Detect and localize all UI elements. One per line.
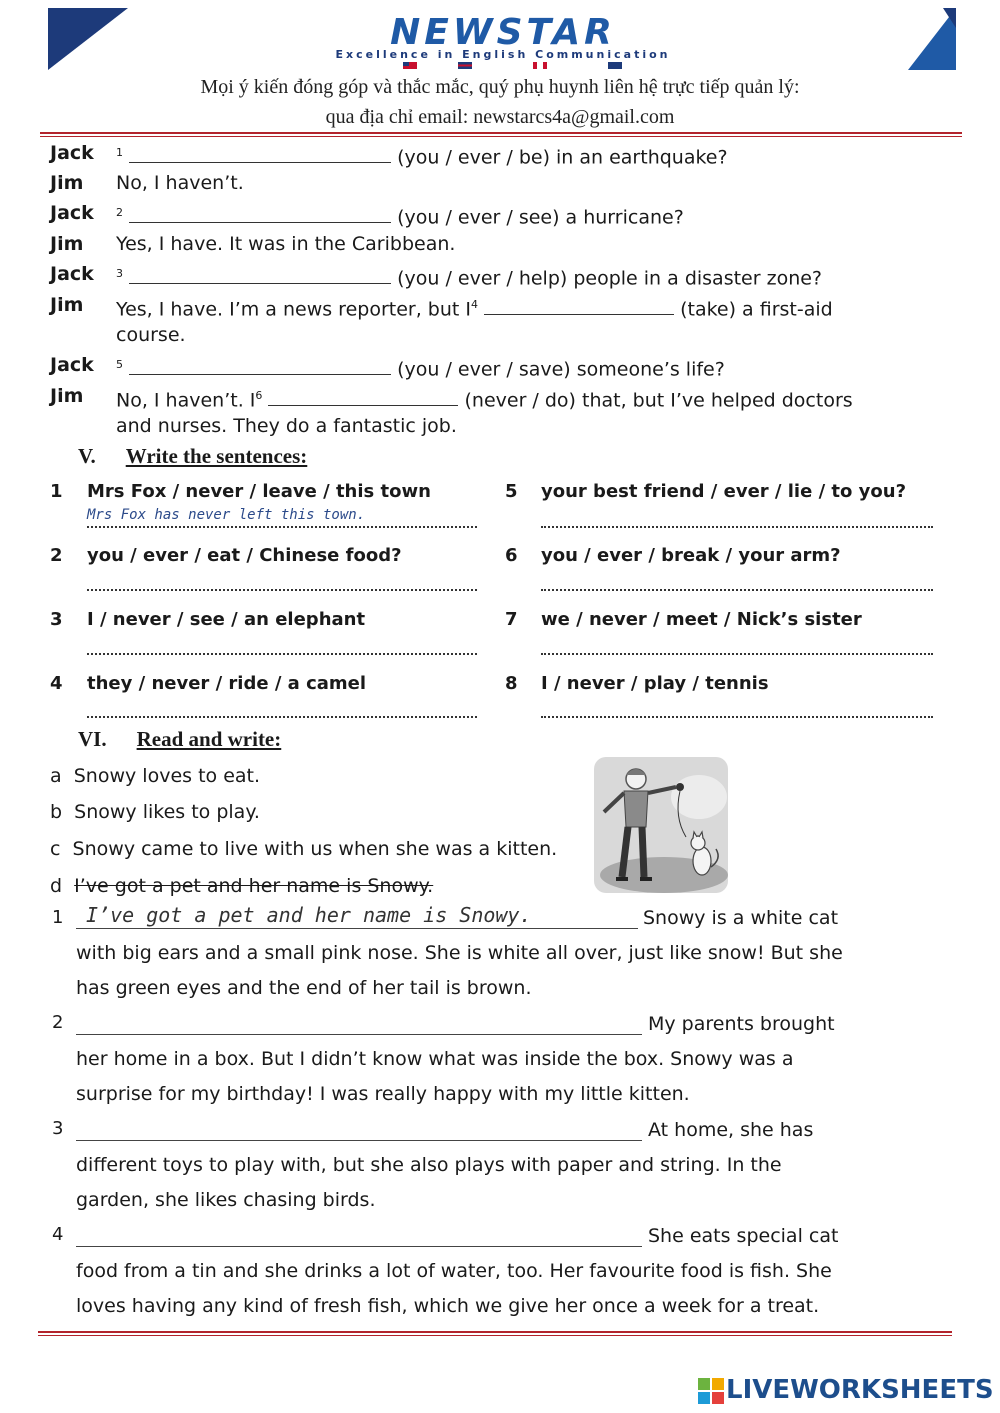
dialogue-line-6: Yes, I have. I’m a news reporter, but $I^4$ (take) a first-aid	[116, 298, 833, 321]
dialogue-line-2: No, I haven’t.	[116, 172, 244, 194]
speaker: Jack	[50, 354, 94, 376]
answer-blank-5[interactable]	[129, 356, 391, 375]
answer-line-8[interactable]	[541, 716, 933, 718]
footer-rule	[38, 1331, 952, 1333]
answer-line-1[interactable]	[87, 526, 477, 528]
dialogue-line-7: $^5$ (you / ever / save) someone’s life?	[116, 358, 725, 381]
item-number: 1	[50, 481, 63, 502]
dialogue-line-4: Yes, I have. It was in the Caribbean.	[116, 233, 456, 255]
paragraph-4-answer-line[interactable]	[76, 1246, 642, 1247]
paragraph-number: 3	[52, 1118, 64, 1139]
paragraph-3-line: different toys to play with, but she also plays with paper and string. In the	[76, 1154, 782, 1176]
paragraph-1-answer-line[interactable]	[76, 928, 638, 929]
paragraph-number: 4	[52, 1224, 64, 1245]
answer-line-5[interactable]	[541, 526, 933, 528]
paragraph-4-line: food from a tin and she drinks a lot of water, too. Her favourite food is fish. She	[76, 1260, 832, 1282]
paragraph-1-line: has green eyes and the end of her tail is brown.	[76, 977, 532, 999]
paragraph-1-line: with big ears and a small pink nose. She is white all over, just like snow! But she	[76, 942, 843, 964]
answer-line-3[interactable]	[87, 653, 477, 655]
item-prompt-4: they / never / ride / a camel	[87, 673, 367, 694]
dialogue-line-8: No, I haven’t. $I^6$ (never / do) that, but I’ve helped doctors	[116, 389, 853, 412]
girl-and-cat-illustration	[594, 757, 728, 893]
item-prompt-8: I / never / play / tennis	[541, 673, 769, 694]
header-banner	[48, 8, 956, 70]
banner-left-swoosh	[48, 8, 128, 70]
speaker: Jack	[50, 202, 94, 224]
paragraph-number: 2	[52, 1012, 64, 1033]
paragraph-number: 1	[52, 907, 64, 928]
paragraph-4-line: loves having any kind of fresh fish, which we give her once a week for a treat.	[76, 1295, 820, 1317]
item-number: 4	[50, 673, 63, 694]
speaker: Jim	[50, 233, 84, 255]
newstar-logo: NEWSTAR	[390, 12, 616, 53]
paragraph-2-line: her home in a box. But I didn’t know what was inside the box. Snowy was a	[76, 1048, 794, 1070]
speaker: Jack	[50, 263, 94, 285]
dialogue-line-6-cont: course.	[116, 324, 186, 346]
dialogue-line-5: $^3$ (you / ever / help) people in a disaster zone?	[116, 267, 823, 290]
item-number: 5	[505, 481, 518, 502]
item-answer-1: Mrs Fox has never left this town.	[87, 507, 366, 523]
paragraph-3-first: At home, she has	[648, 1119, 814, 1141]
item-prompt-1: Mrs Fox / never / leave / this town	[87, 481, 431, 502]
item-number: 6	[505, 545, 518, 566]
liveworksheets-logo-icon	[698, 1378, 724, 1404]
answer-blank-2[interactable]	[129, 204, 391, 223]
item-prompt-3: I / never / see / an elephant	[87, 609, 366, 630]
dialogue-line-1: $^1$ (you / ever / be) in an earthquake?	[116, 146, 728, 169]
paragraph-2-answer-line[interactable]	[76, 1034, 642, 1035]
item-prompt-7: we / never / meet / Nick’s sister	[541, 609, 862, 630]
paragraph-3-answer-line[interactable]	[76, 1140, 642, 1141]
option-b: b Snowy likes to play.	[50, 801, 260, 823]
notice-email: qua địa chỉ email: newstarcs4a@gmail.com	[325, 106, 675, 128]
answer-blank-4[interactable]	[484, 296, 674, 315]
speaker: Jim	[50, 294, 84, 316]
speaker: Jack	[50, 142, 94, 164]
dialogue-line-3: $^2$ (you / ever / see) a hurricane?	[116, 206, 684, 229]
dialogue-line-8-cont: and nurses. They do a fantastic job.	[116, 415, 457, 437]
option-a: a Snowy loves to eat.	[50, 765, 261, 787]
answer-line-7[interactable]	[541, 653, 933, 655]
paragraph-1-first: Snowy is a white cat	[643, 907, 839, 929]
item-prompt-2: you / ever / eat / Chinese food?	[87, 545, 402, 566]
paragraph-2-line: surprise for my birthday! I was really happy with my little kitten.	[76, 1083, 690, 1105]
paragraph-2-first: My parents brought	[648, 1013, 835, 1035]
paragraph-1-answer: I’ve got a pet and her name is Snowy.	[86, 903, 532, 927]
item-number: 7	[505, 609, 518, 630]
speaker: Jim	[50, 172, 84, 194]
header-rule	[40, 132, 962, 134]
answer-line-2[interactable]	[87, 589, 477, 591]
item-number: 8	[505, 673, 518, 694]
item-prompt-6: you / ever / break / your arm?	[541, 545, 841, 566]
item-prompt-5: your best friend / ever / lie / to you?	[541, 481, 907, 502]
section-6-heading: VI. Read and write:	[78, 727, 282, 751]
answer-line-6[interactable]	[541, 589, 933, 591]
paragraph-3-line: garden, she likes chasing birds.	[76, 1189, 376, 1211]
answer-blank-3[interactable]	[129, 265, 391, 284]
answer-line-4[interactable]	[87, 716, 477, 718]
speaker: Jim	[50, 385, 84, 407]
option-c: c Snowy came to live with us when she was a kitten.	[50, 838, 558, 860]
notice-line-1: Mọi ý kiến đóng góp và thắc mắc, quý phụ huynh liên hệ trực tiếp quản lý:	[200, 76, 800, 98]
flag-icons	[403, 62, 622, 69]
answer-blank-6[interactable]	[268, 387, 458, 406]
item-number: 3	[50, 609, 63, 630]
answer-blank-1[interactable]	[129, 144, 391, 163]
paragraph-4-first: She eats special cat	[648, 1225, 839, 1247]
banner-right-swoosh	[908, 8, 956, 70]
item-number: 2	[50, 545, 63, 566]
option-d: d I’ve got a pet and her name is Snowy.	[50, 875, 434, 897]
newstar-tagline: Excellence in English Communication	[335, 48, 671, 61]
section-5-heading: V. Write the sentences:	[78, 444, 308, 468]
liveworksheets-brand: LIVEWORKSHEETS	[726, 1375, 994, 1405]
